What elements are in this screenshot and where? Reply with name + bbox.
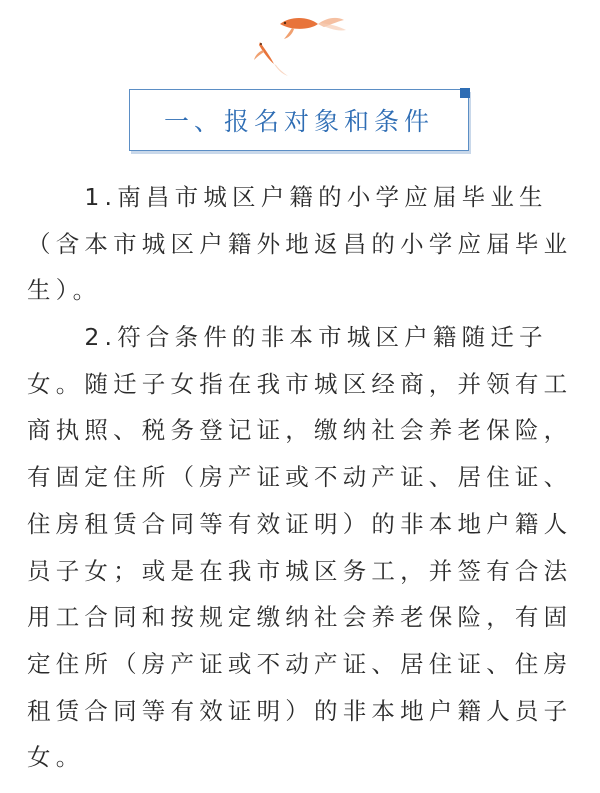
body-line: 住房租赁合同等有效证明）的非本地户籍人 [27, 509, 573, 538]
body-line: 1.南昌市城区户籍的小学应届毕业生 [27, 183, 548, 211]
body-line: 生）。 [27, 276, 102, 305]
body-line: （含本市城区户籍外地返昌的小学应届毕业 [27, 229, 573, 258]
body-line: 定住所（房产证或不动产证、居住证、住房 [27, 649, 573, 678]
article-body [27, 174, 580, 781]
body-line: 商执照、税务登记证，缴纳社会养老保险， [27, 416, 573, 445]
body-line: 员子女；或是在我市城区务工，并签有合法 [27, 556, 573, 585]
section-heading: 一、报名对象和条件 [163, 107, 434, 136]
body-line: 2.符合条件的非本市城区户籍随迁子 [27, 323, 548, 352]
koi-fish-small [254, 42, 288, 76]
body-line: 女。随迁子女指在我市城区经商，并领有工 [27, 369, 573, 398]
koi-fish-icon [250, 10, 360, 80]
section-heading-box [129, 89, 469, 151]
koi-fish-large [280, 18, 346, 39]
heading-corner-accent [460, 88, 470, 98]
body-line: 有固定住所（房产证或不动产证、居住证、 [27, 463, 573, 492]
body-line: 租赁合同等有效证明）的非本地户籍人员子 [27, 696, 573, 725]
body-line: 女。 [27, 743, 85, 772]
body-line: 用工合同和按规定缴纳社会养老保险，有固 [27, 603, 573, 632]
